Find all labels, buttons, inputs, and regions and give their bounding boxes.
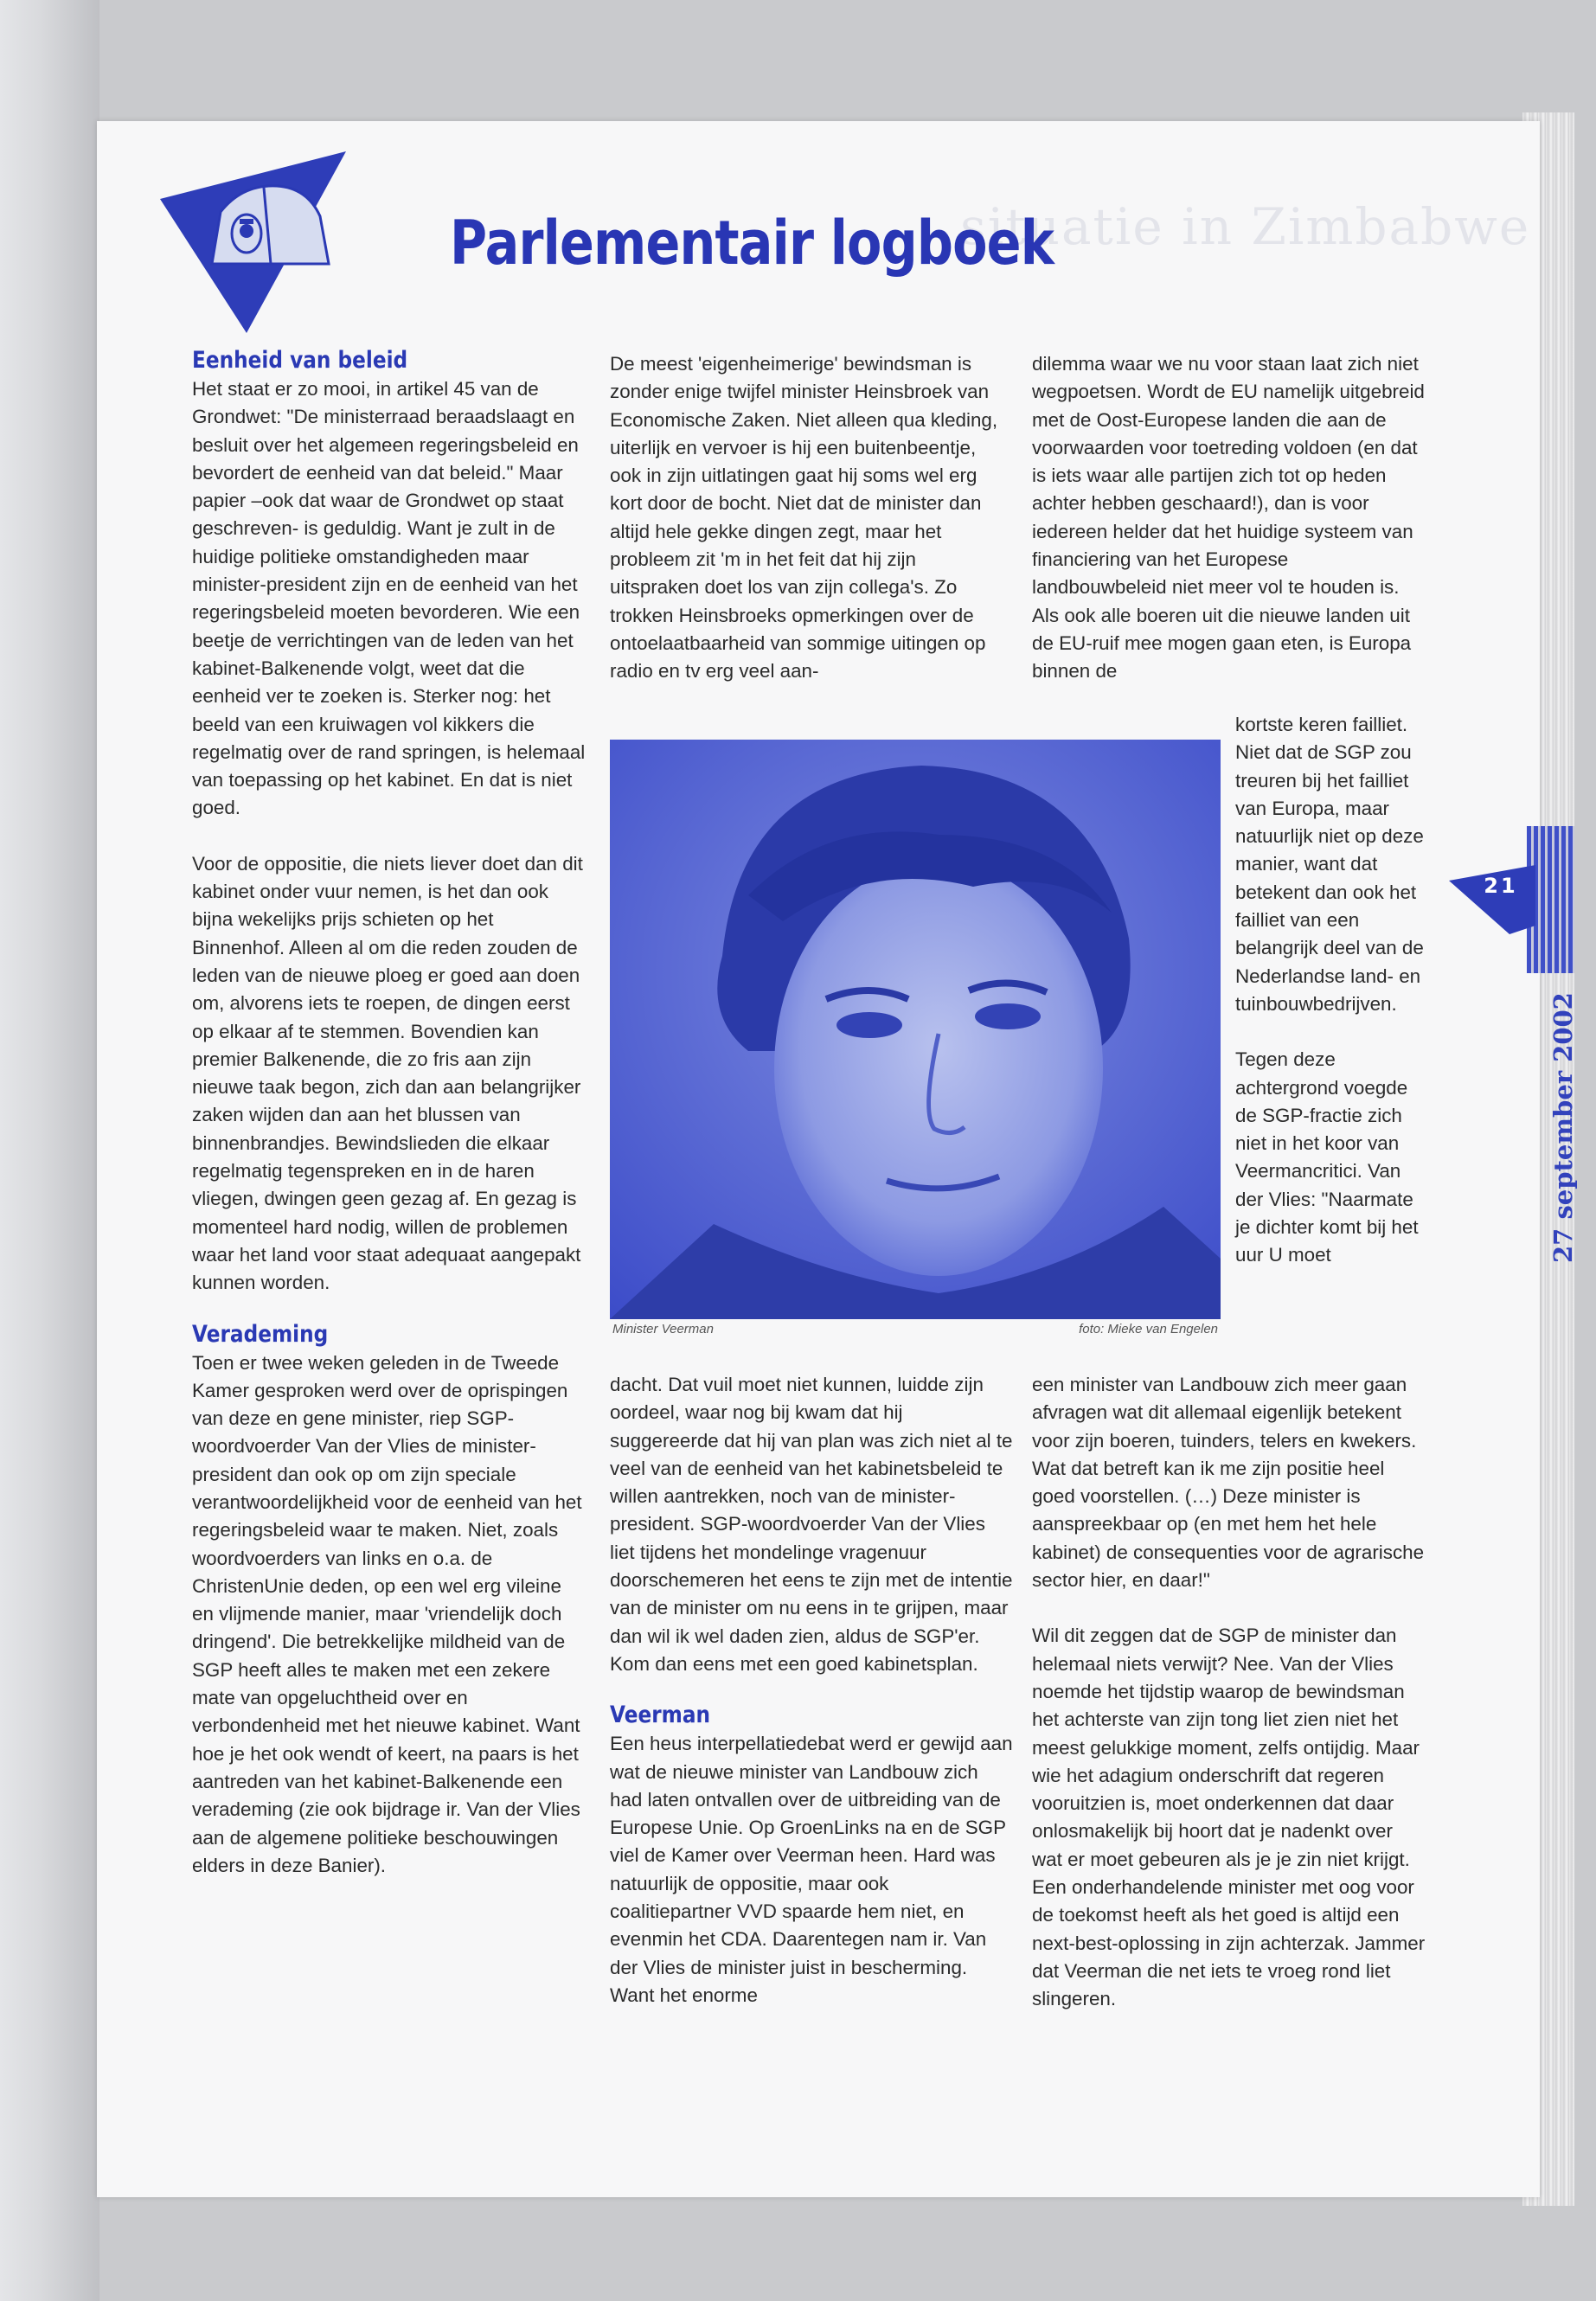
portrait-photo [610,740,1221,1319]
page-number: 21 [1484,874,1518,898]
column-3-bottom [1032,1371,1426,2014]
parliament-logo-icon [160,151,372,333]
section-heading: Veerman [610,1702,711,1729]
section-heading: Eenheid van beleid [192,347,408,374]
paragraph: Een heus interpellatiedebat werd er gewijd aan wat de nieuwe minister van Landbouw zich had laten ontvallen over de uitbreiding van de Europese Unie. Op GroenLinks na en de SGP viel de Kamer over Veerman heen. Hard was natuurlijk de oppositie, maar ook coalitiepartner VVD spaarde hem niet, en evenmin het CDA. Daarentegen nam ir. Van der Vlies de minister juist in bescherming. Want het enorme [610,1733,1013,2006]
paragraph: De meest 'eigenheimerige' bewindsman is zonder enige twijfel minister Heinsbroek van Economische Zaken. Niet alleen qua kleding, uiterlijk en vervoer is hij een buitenbeentje, ook in zijn uitlatingen gaat hij soms wel erg kort door de bocht. Niet dat de minister dan altijd hele gekke dingen zegt, maar het probleem zit 'm in het feit dat hij zijn uitspraken doet los van zijn collega's. Zo trokken Heinsbroeks opmerkingen over de ontoelaatbaarheid van sommige uitingen op radio en tv erg veel aan- [610,353,998,683]
page-title: Parlementair logboek [450,208,1054,279]
paragraph: kortste keren failliet. Niet dat de SGP zou treuren bij het failliet van Europa, maar natuurlijk niet op deze manier, want dat betekent dan ook het failliet van een belangrijk deel van de Nederlandse land- en tuinbouwbedrijven. [1235,714,1424,1015]
paragraph: Tegen deze achtergrond voegde de SGP-fractie zich niet in het koor van Veermancritici. Van der Vlies: "Naarmate je dichter komt bij het uur U moet [1235,1048,1419,1266]
paragraph: Toen er twee weken geleden in de Tweede Kamer gesproken werd over de oprispingen van deze en gene minister, riep SGP-woordvoerder Van der Vlies de minister-president dan ook op om zijn speciale verantwoordelijkheid voor de eenheid van het regeringsbeleid waar te maken. Niet, zoals woordvoerders van links en o.a. de ChristenUnie deden, op een wel erg vileine en vlijmende manier, maar 'vriendelijk doch dringend'. Die betrekkelijke mildheid van de SGP heeft alles te maken met een zekere mate van opgeluchtheid over en verbondenheid met het nieuwe kabinet. Want hoe je het ook wendt of keert, na paars is het aantreden van het kabinet-Balkenende een verademing (zie ook bijdrage ir. Van der Vlies aan de algemene politieke beschouwingen elders in deze Banier). [192,1351,582,1876]
scan-left-margin [0,0,99,2301]
column-2-top [610,350,1008,686]
paragraph: Voor de oppositie, die niets liever doet dan dit kabinet onder vuur nemen, is het dan ook bijna wekelijks prijs schieten op het Binnenhof. Alleen al om die reden zouden de leden van de nieuwe ploeg er goed aan doen om, alvorens iets te roepen, de dingen eerst op elkaar af te stemmen. Bovendien kan premier Balkenende, die zo fris aan zijn nieuwe taak begon, zich dan aan belangrijker zaken wijden dan aan het blussen van binnenbrandjes. Bewindslieden die elkaar regelmatig tegenspreken en in de haren vliegen, dwingen geen gezag af. En gezag is momenteel hard nodig, willen de problemen waar het land voor staat adequaat aangepakt kunnen worden. [192,852,583,1294]
paragraph: dacht. Dat vuil moet niet kunnen, luidde zijn oordeel, waar nog bij kwam dat hij suggereerde dat hij van plan was zich niet al te veel van de eenheid van het kabinetsbeleid te willen aantrekken, noch van de minister-president. SGP-woordvoerder Van der Vlies liet tijdens het mondelinge vragenuur doorschemeren het eens te zijn met de intentie van de minister om nu eens in te grijpen, maar dan wil ik wel daden zien, aldus de SGP'er. Kom dan eens met een goed kabinetsplan. [610,1374,1013,1675]
photo-caption: Minister Veerman [612,1322,714,1336]
paragraph: Wil dit zeggen dat de SGP de minister dan helemaal niets verwijt? Nee. Van der Vlies noemde het tijdstip waarop de bewindsman het achterste van zijn tong liet zien niet het meest gelukkige moment, zelfs ontijdig. Maar wie het adagium onderschrift dat regeren vooruitzien is, moet onderkennen dat daar onlosmakelijk bij hoort dat je nadenkt over wat er moet gebeuren als je je zin niet krijgt. Een onderhandelende minister met oog voor de toekomst heeft als het goed is altijd een next-best-oplossing in zijn achterzak. Jammer dat Veerman die net iets te vroeg rond liet slingeren. [1032,1625,1426,2010]
section-heading: Verademing [192,1320,329,1348]
paragraph: dilemma waar we nu voor staan laat zich niet wegpoetsen. Wordt de EU namelijk uitgebreid met de Oost-Europese landen die aan de voorwaarden voor toetreding voldoen (en dat is iets waar alle partijen zich tot op heden achter hebben geschaard!), dan is voor iedereen helder dat het huidige systeem van financiering van het Europese landbouwbeleid niet meer vol te houden is. Als ook alle boeren uit die nieuwe landen uit de EU-ruif mee mogen gaan eten, is Europa binnen de [1032,353,1425,683]
ghost-title-showthrough: situatie in Zimbabwe [960,197,1531,256]
column-2-bottom [610,1371,1015,2009]
portrait-photo-graphic [610,740,1221,1319]
paragraph: een minister van Landbouw zich meer gaan afvragen wat dit allemaal eigenlijk betekent voor zijn boeren, tuinders, telers en kwekers. Wat dat betreft kan ik me zijn positie heel goed voorstellen. (…) Deze minister is aanspreekbaar op (en met hem het hele kabinet) de consequenties voor de agrarische sector hier, en daar!" [1032,1374,1425,1592]
photo-credit: foto: Mieke van Engelen [1079,1322,1218,1336]
issue-date: 27 september 2002 [1548,992,1578,1263]
column-3-narrow [1235,711,1426,1270]
column-1 [192,346,588,1880]
column-3-top [1032,350,1426,686]
paragraph: Het staat er zo mooi, in artikel 45 van de Grondwet: "De ministerraad beraadslaagt en besluit over het algemeen regeringsbeleid en bevordert de eenheid van dat beleid." Maar papier –ook dat waar de Grondwet op staat geschreven- is geduldig. Want je zult in de huidige politieke omstandigheden maar minister-president zijn en de eenheid van het regeringsbeleid moeten bevorderen. Wie een beetje de verrichtingen van de leden van het kabinet-Balkenende volgt, weet dat die eenheid ver te zoeken is. Sterker nog: het beeld van een kruiwagen vol kikkers die regelmatig over de rand springen, is helemaal van toepassing op het kabinet. En dat is niet goed. [192,378,586,819]
